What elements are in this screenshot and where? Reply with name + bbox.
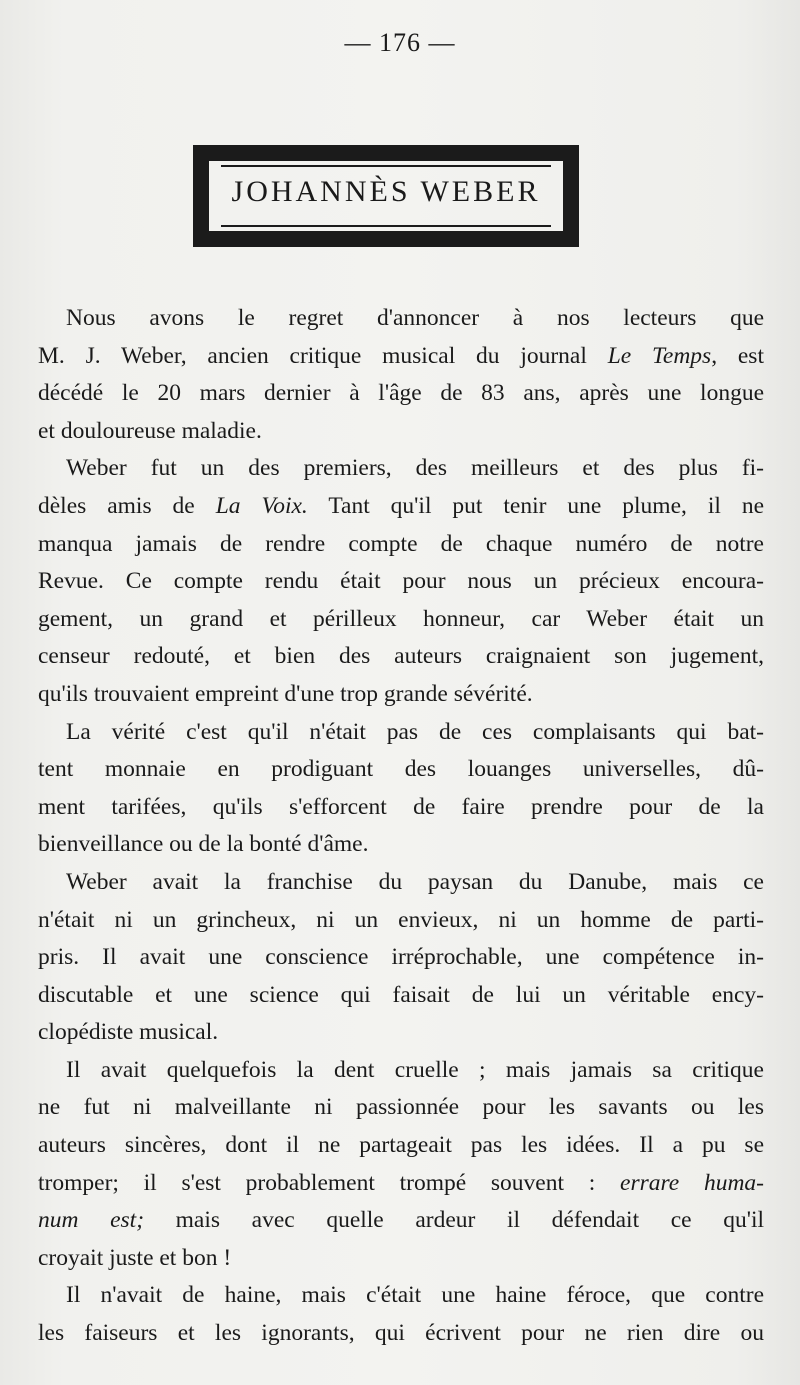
title-frame [193,141,579,251]
article-title: JOHANNÈS WEBER [231,175,541,208]
text-line [38,638,764,676]
text-line [38,864,764,902]
text-run: ne fut ni malveillante ni passionnée pour les savants ou les [38,1094,764,1121]
text-run: tromper; il s'est probablement trompé souvent : [38,1169,621,1196]
italic-run: errare huma- [620,1169,764,1196]
frame-rule-bottom [221,225,551,227]
text-run: Il avait quelquefois la dent cruelle ; mais jamais sa critique [66,1056,764,1083]
text-line [38,488,764,526]
text-line [38,563,764,601]
frame-bar-bottom [205,231,567,247]
italic-run: La Voix. [215,492,308,519]
text-line [38,676,764,714]
text-run: n'était ni un grincheux, ni un envieux, ni un homme de parti- [38,906,764,933]
text-run: et douloureuse maladie. [38,417,262,444]
frame-rule-top [221,165,551,167]
text-line [38,714,764,752]
text-line [38,1089,764,1127]
text-line [38,1315,764,1353]
italic-run: Le Temps [607,342,712,369]
text-run: croyait juste et bon ! [38,1244,232,1271]
text-run: les faiseurs et les ignorants, qui écrivent pour ne rien dire ou [38,1320,764,1347]
text-run: manqua jamais de rendre compte de chaque numéro de notre [38,530,764,557]
text-line [38,1127,764,1165]
text-line [38,1052,764,1090]
text-run: tent monnaie en prodiguant des louanges universelles, dû- [38,756,764,783]
text-run: pris. Il avait une conscience irréprochable, une compétence in- [38,944,764,971]
text-run: M. J. Weber, ancien critique musical du journal [38,342,608,369]
text-line [38,789,764,827]
text-line [38,338,764,376]
text-line [38,1014,764,1052]
text-run: qu'ils trouvaient empreint d'une trop grande sévérité. [38,680,533,707]
italic-run: num est; [38,1207,145,1234]
text-line [38,1240,764,1278]
text-line [38,300,764,338]
text-line [38,1165,764,1203]
text-line [38,413,764,451]
text-run: clopédiste musical. [38,1019,219,1046]
text-line [38,375,764,413]
text-run: ment tarifées, qu'ils s'efforcent de faire prendre pour de la [38,793,764,820]
text-run: discutable et une science qui faisait de lui un véritable ency- [38,981,764,1008]
text-line [38,1277,764,1315]
page-number: — 176 — [344,28,456,57]
text-run: Weber avait la franchise du paysan du Danube, mais ce [66,868,764,895]
text-run: décédé le 20 mars dernier à l'âge de 83 ans, après une longue [38,380,764,407]
text-run: Il n'avait de haine, mais c'était une haine féroce, que contre [66,1282,764,1309]
text-run: auteurs sincères, dont il ne partageait pas les idées. Il a pu se [38,1132,764,1159]
text-run: bienveillance ou de la bonté d'âme. [38,831,369,858]
text-run: censeur redouté, et bien des auteurs craignaient son jugement, [38,643,764,670]
text-line [38,939,764,977]
article-body [38,300,764,1353]
text-line [38,902,764,940]
text-line [38,751,764,789]
text-run: dèles amis de [38,492,216,519]
text-run: gement, un grand et périlleux honneur, car Weber était un [38,605,764,632]
frame-bar-top [205,145,567,161]
text-run: La vérité c'est qu'il n'était pas de ces complaisants qui bat- [66,718,764,745]
text-line [38,450,764,488]
text-line [38,526,764,564]
text-run: Revue. Ce compte rendu était pour nous un précieux encoura- [38,568,764,595]
text-line [38,826,764,864]
text-run: Tant qu'il put tenir une plume, il ne [307,492,765,519]
text-line [38,601,764,639]
text-line [38,977,764,1015]
text-line [38,1202,764,1240]
text-run: Weber fut un des premiers, des meilleurs et des plus fi- [66,455,764,482]
text-run: Nous avons le regret d'annoncer à nos lecteurs que [66,305,764,331]
text-run: mais avec quelle ardeur il défendait ce qu'il [144,1207,764,1234]
text-run: , est [711,342,764,369]
